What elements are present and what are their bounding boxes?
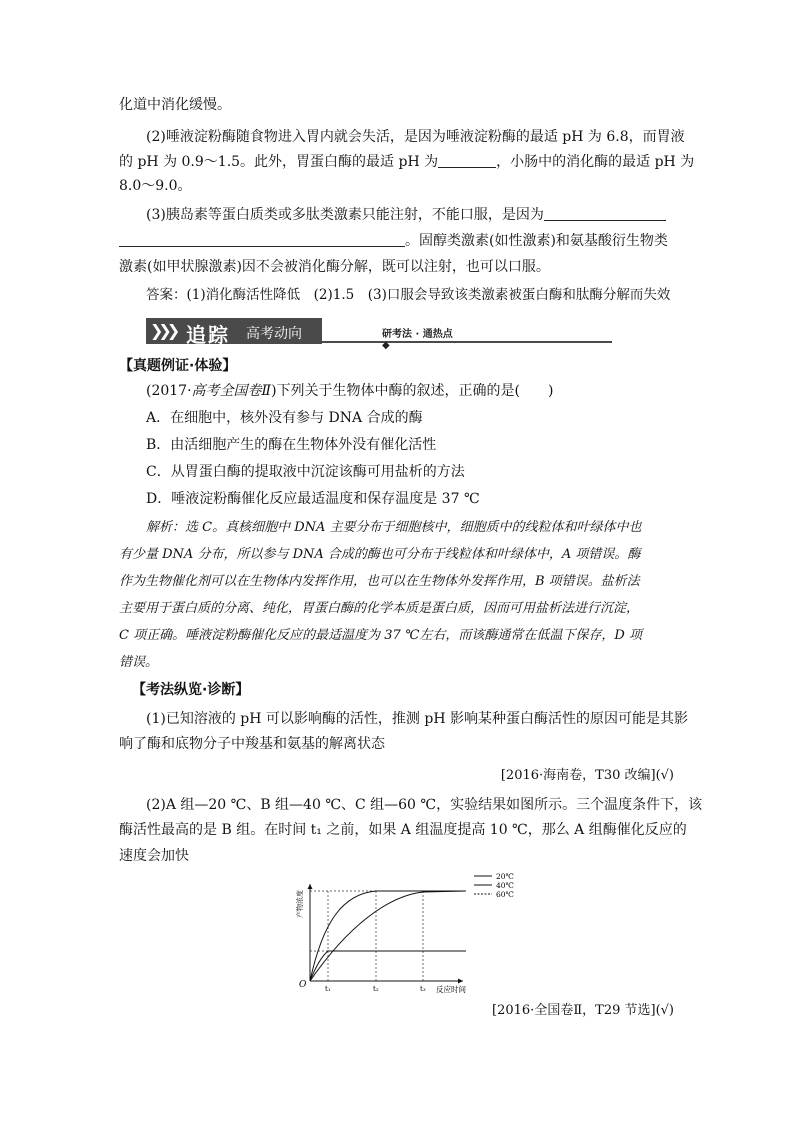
text-span: )下列关于生物体中酶的叙述，正确的是( ) [271, 383, 554, 399]
item-2-line: (2)A 组—20 ℃、B 组—40 ℃、C 组—60 ℃，实验结果如图所示。三个温度条件下，该 [146, 797, 703, 813]
chart-labels [295, 890, 466, 994]
text-span: 。固醇类激素(如性激素)和氨基酸衍生物类 [405, 233, 668, 249]
text-span: 的 pH 为 0.9～1.5。此外，胃蛋白酶的最适 pH 为 [119, 154, 439, 170]
item-1-line: 响了酶和底物分子中羧基和氨基的解离状态 [119, 736, 385, 752]
section-heading: 【真题例证·体验】 [119, 358, 237, 374]
question-stem [146, 381, 553, 401]
chevron-right-icon: ❯❯❯ [150, 321, 176, 340]
question-2-line [119, 152, 694, 172]
text-span: ，小肠中的消化酶的最适 pH 为 [496, 154, 695, 170]
legend-label: 20℃ [496, 872, 514, 881]
banner-underline [322, 341, 612, 343]
question-3-line [119, 231, 668, 251]
origin-label: O [299, 980, 307, 990]
chart-guides [310, 891, 466, 981]
question-3-line [146, 205, 666, 225]
explanation-line: 错误。 [119, 655, 159, 670]
option-c[interactable]: C．从胃蛋白酶的提取液中沉淀该酶可用盐析的方法 [146, 464, 465, 480]
source-exam: 高考全国卷Ⅱ [191, 383, 272, 399]
fill-blank[interactable] [438, 153, 496, 168]
explanation-line: C 项正确。唾液淀粉酶催化反应的最适温度为 37 ℃左右，而该酶通常在低温下保存，D 项 [119, 628, 642, 643]
x-tick-label: t₁ [325, 985, 331, 993]
banner-tagline: 研考法 · 通热点 ◆ [382, 329, 453, 351]
series-line-1 [310, 891, 466, 981]
text-span: (3)胰岛素等蛋白质类或多肽类激素只能注射，不能口服，是因为 [146, 207, 544, 223]
explanation-line: 主要用于蛋白质的分离、纯化，胃蛋白酶的化学本质是蛋白质，因而可用盐析法进行沉淀， [119, 601, 640, 616]
item-2-line: 酶活性最高的是 B 组。在时间 t₁ 之前，如果 A 组温度提高 10 ℃，那么 A 组酶催化反应的 [119, 822, 687, 838]
chart-curves [310, 891, 466, 981]
y-axis-label: 产物浓度 [296, 890, 304, 918]
option-a[interactable]: A．在细胞中，核外没有参与 DNA 合成的酶 [146, 410, 423, 426]
question-2-line: 8.0～9.0。 [119, 178, 192, 194]
fill-blank[interactable] [544, 206, 666, 221]
x-axis-label: 反应时间 [436, 985, 466, 994]
question-3-line: 激素(如甲状腺激素)因不会被消化酶分解，既可以注射，也可以口服。 [119, 259, 550, 275]
x-tick-label: t₂ [373, 985, 379, 993]
fill-blank[interactable] [119, 232, 405, 247]
section-heading: 【考法纵览·诊断】 [132, 682, 250, 698]
question-2-line: (2)唾液淀粉酶随食物进入胃内就会失活，是因为唾液淀粉酶的最适 pH 为 6.8，而胃液 [146, 129, 685, 145]
chart-axes [308, 884, 464, 984]
chart-legend [474, 872, 514, 899]
y-axis-arrow [308, 884, 313, 889]
legend-label: 40℃ [496, 881, 514, 890]
section-banner [146, 318, 462, 351]
item-2-line: 速度会加快 [119, 848, 189, 864]
legend-label: 60℃ [496, 890, 514, 899]
option-b[interactable]: B．由活细胞产生的酶在生物体外没有催化活性 [146, 437, 437, 453]
text-span: (2017· [146, 383, 192, 399]
option-d[interactable]: D．唾液淀粉酶催化反应最适温度和保存温度是 37 ℃ [146, 491, 480, 507]
item-1-source: [2016·海南卷，T30 改编](√) [500, 768, 674, 783]
x-tick-label: t₃ [420, 985, 426, 993]
explanation-line: 作为生物催化剂可以在生物体内发挥作用，也可以在生物体外发挥作用，B 项错误。盐析法 [119, 574, 640, 589]
enzyme-temperature-chart [288, 866, 528, 996]
item-2-source: [2016·全国卷Ⅱ，T29 节选](√) [492, 1003, 674, 1018]
answer-line: 答案：(1)消化酶活性降低 (2)1.5 (3)口服会导致该类激素被蛋白酶和肽酶分解而失效 [146, 287, 671, 303]
x-axis-arrow [458, 979, 463, 984]
item-1-line: (1)已知溶液的 pH 可以影响酶的活性，推测 pH 影响某种蛋白酶活性的原因可能是其影 [146, 711, 688, 727]
explanation-line: 有少量 DNA 分布，所以参与 DNA 合成的酶也可分布于线粒体和叶绿体中，A 项错误。酶 [119, 547, 641, 562]
explanation-line: 解析：选 C。真核细胞中 DNA 主要分布于细胞核中，细胞质中的线粒体和叶绿体中也 [146, 520, 642, 535]
text-line: 化道中消化缓慢。 [119, 97, 231, 113]
banner-title: 追踪 [186, 323, 230, 347]
banner-subtitle: 高考动向 [246, 326, 302, 342]
series-line-2 [310, 891, 466, 981]
series-line-3 [310, 951, 466, 981]
